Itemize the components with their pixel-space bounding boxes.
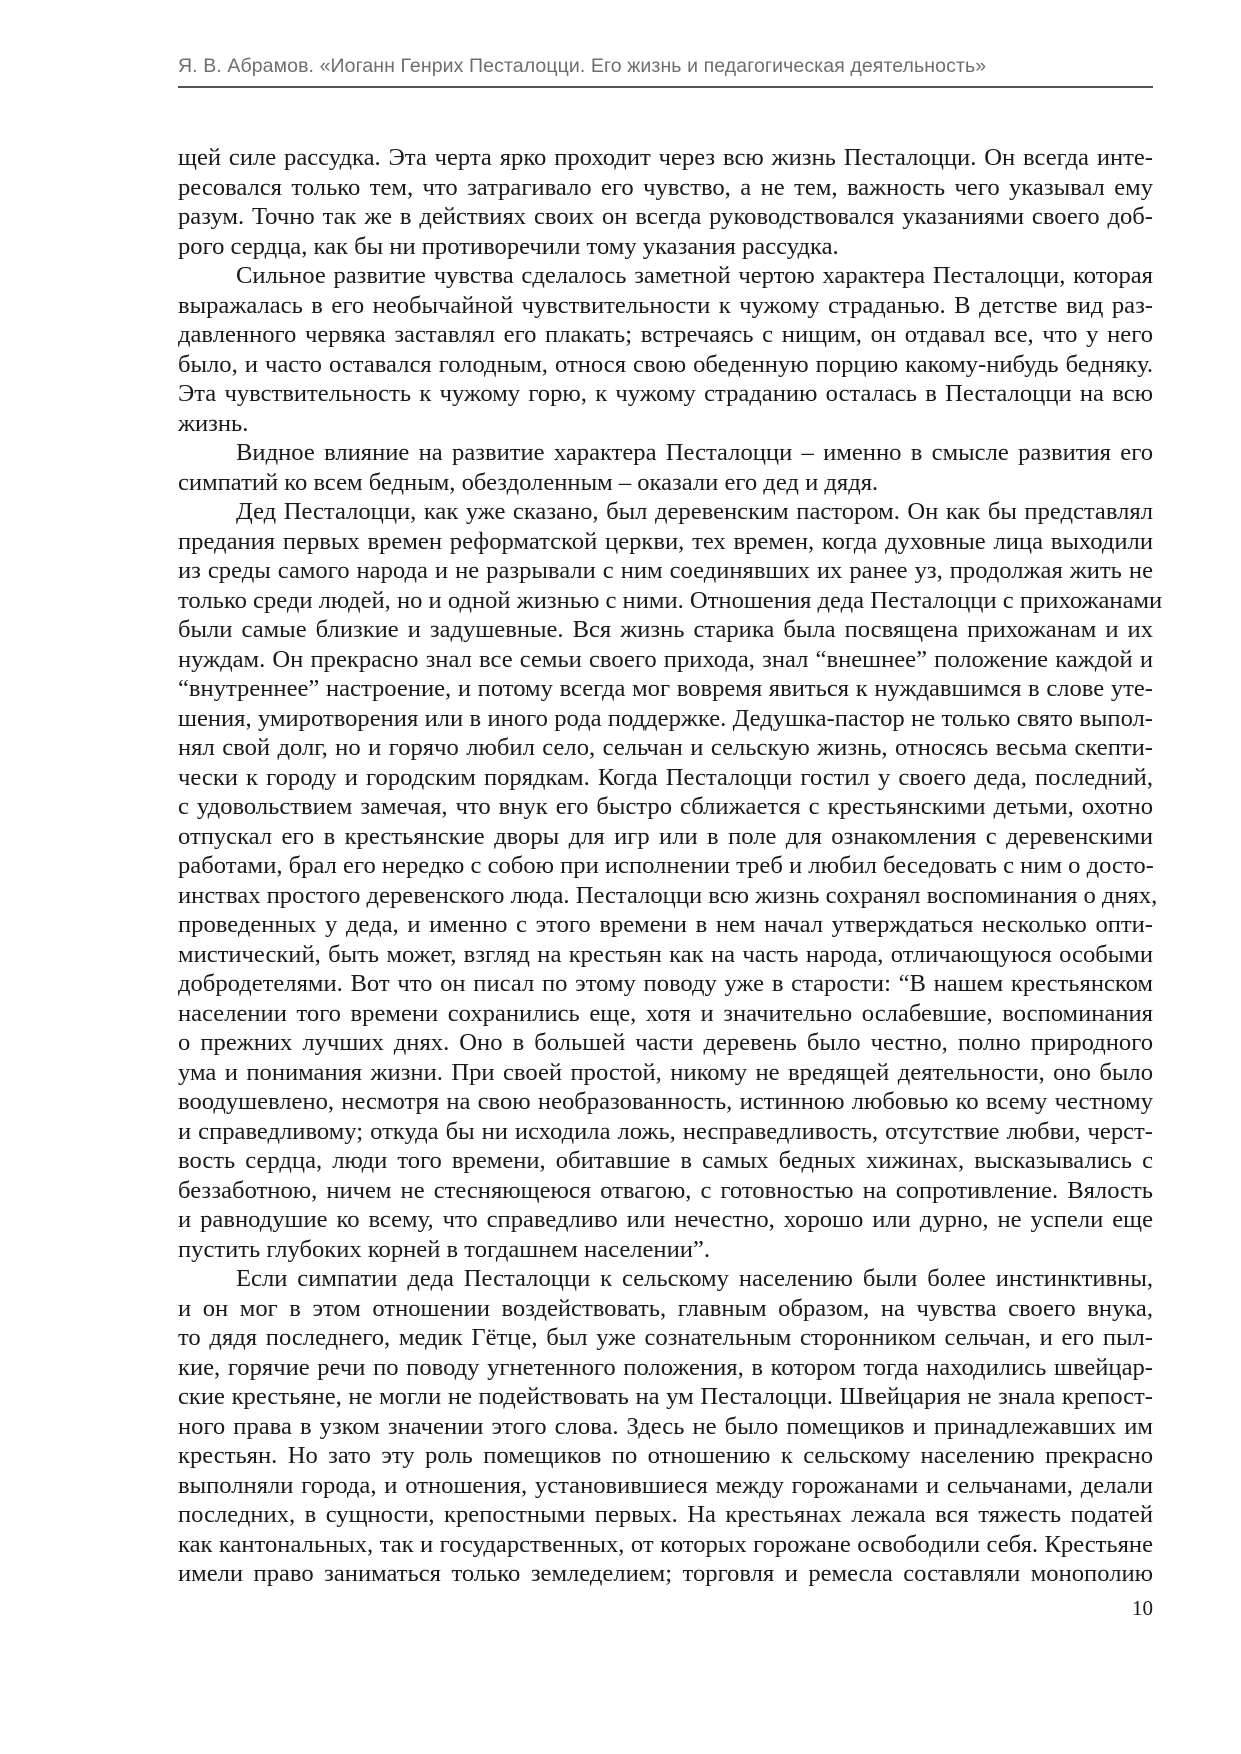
text-line: как кантональных, так и государственных, от которых горожане освободили себя. Крестьяне bbox=[178, 1530, 1153, 1558]
paragraph bbox=[178, 497, 1163, 1264]
text-line: выражалась в его необычайной чувствительности к чужому страданью. В детстве вид раз- bbox=[178, 291, 1153, 319]
text-line: давленного червяка заставлял его плакать; встречаясь с нищим, он отдавал все, что у него bbox=[178, 321, 1153, 348]
text-line: ресовался только тем, что затрагивало его чувство, а не тем, важность чего указывал ему bbox=[178, 173, 1153, 201]
text-line: проведенных у деда, и именно с этого времени в нем начал утверждаться несколько опти- bbox=[178, 911, 1153, 938]
text-line: и справедливому; откуда бы ни исходила ложь, несправедливость, отсутствие любви, черст- bbox=[178, 1117, 1153, 1145]
text-line: нуждам. Он прекрасно знал все семьи своего прихода, знал “внешнее” положение каждой и bbox=[178, 645, 1153, 673]
text-line: инствах простого деревенского люда. Песталоцци всю жизнь сохранял воспоминания о днях, bbox=[178, 881, 1158, 909]
text-line: Видное влияние на развитие характера Песталоцци – именно в смысле развития его bbox=[236, 439, 1153, 466]
text-line: добродетелями. Вот что он писал по этому поводу уже в старости: “В нашем крестьянском bbox=[178, 970, 1153, 997]
paragraph bbox=[178, 1264, 1153, 1589]
text-line: отпускал его в крестьянские дворы для игр или в поле для ознакомления с деревенскими bbox=[178, 822, 1153, 850]
text-line: крестьян. Но зато эту роль помещиков по отношению к сельскому населению прекрасно bbox=[178, 1442, 1153, 1469]
text-line: рого сердца, как бы ни противоречили тому указания рассудка. bbox=[178, 232, 839, 260]
text-line: щей силе рассудка. Эта черта ярко проходит через всю жизнь Песталоцци. Он всегда инте- bbox=[178, 144, 1153, 171]
header-divider bbox=[178, 86, 1153, 88]
text-line: нял свой долг, но и горячо любил село, сельчан и сельскую жизнь, относясь весьма скепти- bbox=[178, 734, 1153, 761]
text-line: разум. Точно так же в действиях своих он всегда руководствовался указаниями своего доб- bbox=[178, 203, 1153, 230]
text-line: беззаботною, ничем не стесняющеюся отвагою, с готовностью на сопротивление. Вялость bbox=[178, 1176, 1153, 1204]
text-line: пустить глубоких корней в тогдашнем населении”. bbox=[178, 1235, 710, 1263]
paragraph bbox=[178, 261, 1153, 438]
text-line: населении того времени сохранились еще, хотя и значительно ослабевшие, воспоминания bbox=[178, 999, 1153, 1027]
text-line: “внутреннее” настроение, и потому всегда мог вовремя явиться к нуждавшимся в слове уте- bbox=[178, 675, 1153, 702]
text-line: с удовольствием замечая, что внук его быстро сближается с крестьянскими детьми, охотно bbox=[178, 793, 1153, 820]
page-number: 10 bbox=[1132, 1596, 1153, 1620]
text-line: предания первых времен реформатской церкви, тех времен, когда духовные лица выходили bbox=[178, 527, 1153, 555]
text-line: только среди людей, но и одной жизнью с ними. Отношения деда Песталоцци с прихожанами bbox=[178, 586, 1163, 614]
text-line: кие, горячие речи по поводу угнетенного положения, в котором тогда находились швейцар- bbox=[178, 1353, 1153, 1381]
text-line: чески к городу и городским порядкам. Когда Песталоцци гостил у своего деда, последний, bbox=[178, 763, 1153, 791]
text-line: и равнодушие ко всему, что справедливо или нечестно, хорошо или дурно, не успели еще bbox=[178, 1206, 1153, 1233]
text-line: ские крестьяне, не могли не подействовать на ум Песталоцци. Швейцария не знала крепост- bbox=[178, 1383, 1153, 1410]
running-header: Я. В. Абрамов. «Иоганн Генрих Песталоцци. Его жизнь и педагогическая деятельность» bbox=[178, 55, 987, 77]
text-line: о прежних лучших днях. Оно в большей части деревень было честно, полно природного bbox=[178, 1029, 1153, 1056]
text-line: были самые близкие и задушевные. Вся жизнь старика была посвящена прихожанам и их bbox=[178, 616, 1153, 643]
text-line: Если симпатии деда Песталоцци к сельскому населению были более инстинктивны, bbox=[236, 1265, 1153, 1292]
paragraph bbox=[178, 438, 1153, 497]
text-line: ного права в узком значении этого слова. Здесь не было помещиков и принадлежавших им bbox=[178, 1412, 1153, 1440]
text-line: жизнь. bbox=[178, 409, 249, 437]
text-line: то дядя последнего, медик Гётце, был уже сознательным сторонником сельчан, и его пыл- bbox=[178, 1324, 1153, 1351]
body-text bbox=[178, 143, 1163, 1589]
text-line: Дед Песталоцци, как уже сказано, был деревенским пастором. Он как бы представлял bbox=[236, 498, 1153, 525]
text-line: последних, в сущности, крепостными первых. На крестьянах лежала вся тяжесть податей bbox=[178, 1501, 1153, 1528]
paragraph bbox=[178, 143, 1153, 261]
text-line: выполняли города, и отношения, установившиеся между горожанами и сельчанами, делали bbox=[178, 1471, 1153, 1499]
text-line: воодушевлено, несмотря на свою необразованность, истинною любовью ко всему честному bbox=[178, 1088, 1153, 1115]
text-line: из среды самого народа и не разрывали с ним соединявших их ранее уз, продолжая жить не bbox=[178, 557, 1153, 584]
text-line: шения, умиротворения или в иного рода поддержке. Дедушка-пастор не только свято выпол- bbox=[178, 704, 1153, 732]
text-line: имели право заниматься только земледелием; торговля и ремесла составляли монополию bbox=[178, 1560, 1153, 1587]
text-line: и он мог в этом отношении воздействовать, главным образом, на чувства своего внука, bbox=[178, 1294, 1153, 1322]
text-line: ума и понимания жизни. При своей простой, никому не вредящей деятельности, оно было bbox=[178, 1058, 1153, 1086]
text-line: Сильное развитие чувства сделалось заметной чертою характера Песталоцци, которая bbox=[236, 262, 1153, 289]
text-line: вость сердца, люди того времени, обитавшие в самых бедных хижинах, высказывались с bbox=[178, 1147, 1153, 1174]
text-line: Эта чувствительность к чужому горю, к чужому страданию осталась в Песталоцци на всю bbox=[178, 380, 1153, 407]
text-line: симпатий ко всем бедным, обездоленным – оказали его дед и дядя. bbox=[178, 468, 879, 496]
text-line: было, и часто оставался голодным, относя свою обеденную порцию какому-нибудь бедняку. bbox=[178, 350, 1153, 378]
text-line: мистический, быть может, взгляд на крестьян как на часть народа, отличающуюся особыми bbox=[178, 940, 1153, 968]
text-line: работами, брал его нередко с собою при исполнении треб и любил беседовать с ним о досто- bbox=[178, 852, 1154, 879]
